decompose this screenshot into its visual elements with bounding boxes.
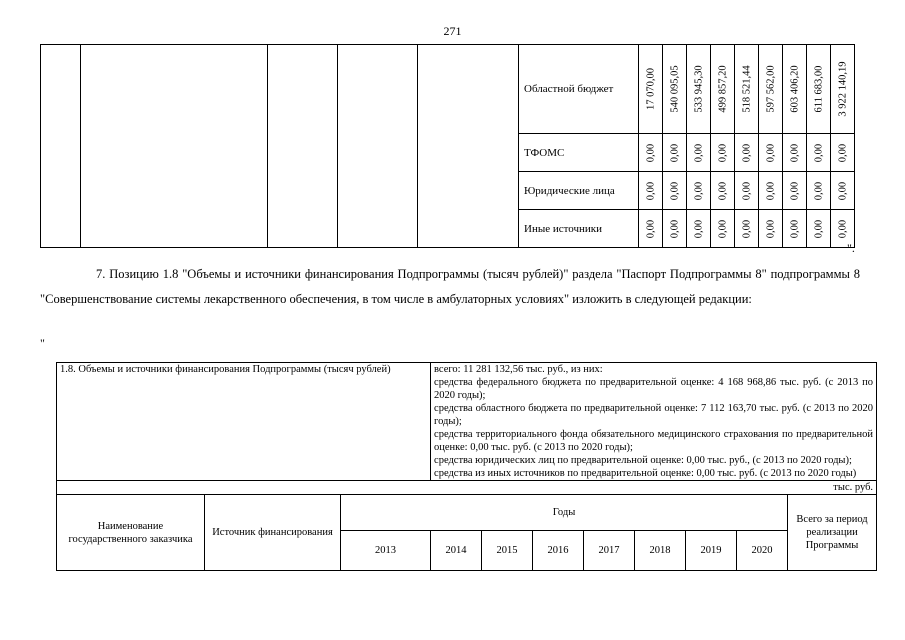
- value-cell: 0,00: [669, 181, 680, 200]
- empty-cell: [418, 45, 519, 248]
- unit-label: тыс. руб.: [57, 481, 877, 495]
- table-row: [41, 45, 855, 134]
- year-header: 2015: [482, 531, 533, 571]
- value-cell: 611 683,00: [813, 65, 824, 113]
- year-header: 2013: [341, 531, 431, 571]
- passport-line: средства из иных источников по предварительной оценке: 0,00 тыс. руб. (с 2013 по 2020 годы): [434, 468, 857, 479]
- value-cell: 499 857,20: [717, 65, 728, 113]
- year-header: 2018: [635, 531, 686, 571]
- value-cell: 0,00: [789, 181, 800, 200]
- value-cell: 0,00: [813, 143, 824, 162]
- year-header: 2019: [686, 531, 737, 571]
- value-cell: 0,00: [765, 219, 776, 238]
- value-cell: 0,00: [693, 181, 704, 200]
- value-cell: 0,00: [789, 143, 800, 162]
- value-cell: 0,00: [693, 219, 704, 238]
- empty-cell: [41, 45, 81, 248]
- closing-quote: ".: [847, 241, 855, 255]
- value-cell: 0,00: [717, 219, 728, 238]
- value-cell: 0,00: [741, 143, 752, 162]
- passport-line: средства федерального бюджета по предварительной оценке: 4 168 968,86 тыс. руб. (с 2013 по 2020 годы);: [434, 377, 874, 401]
- year-header: 2017: [584, 531, 635, 571]
- source-cell: Юридические лица: [519, 172, 639, 210]
- table-row: [57, 363, 877, 481]
- value-cell: 0,00: [669, 219, 680, 238]
- value-cell: 0,00: [765, 181, 776, 200]
- passport-table: [56, 362, 877, 571]
- page-number: 271: [443, 24, 462, 38]
- value-cell: 0,00: [717, 143, 728, 162]
- customer-header: Наименование государственного заказчика: [57, 495, 205, 571]
- paragraph-text: 7. Позицию 1.8 "Объемы и источники финансирования Подпрограммы (тысяч рублей)" раздела "Паспорт Подпрограммы 8" подпрограммы 8 "Совершенствование системы лекарственного обеспечения, в том числе в амбулаторных условиях" изложить в следующей редакции:: [40, 267, 860, 306]
- empty-cell: [81, 45, 268, 248]
- year-header: 2014: [431, 531, 482, 571]
- passport-label: 1.8. Объемы и источники финансирования Подпрограммы (тысяч рублей): [57, 363, 431, 481]
- value-cell: 540 095,05: [669, 65, 680, 113]
- value-cell: 0,00: [669, 143, 680, 162]
- passport-content: [431, 363, 877, 481]
- value-cell: 0,00: [717, 181, 728, 200]
- opening-quote: ": [40, 336, 45, 350]
- passport-line: средства юридических лиц по предварительной оценке: 0,00 тыс. руб., (с 2013 по 2020 годы);: [434, 455, 852, 466]
- year-header: 2016: [533, 531, 584, 571]
- value-cell: 0,00: [741, 219, 752, 238]
- value-cell: 0,00: [741, 181, 752, 200]
- value-cell: 0,00: [837, 219, 848, 238]
- table-row: [57, 481, 877, 495]
- funding-table-continued: [40, 44, 855, 248]
- value-cell: 0,00: [765, 143, 776, 162]
- value-cell: 533 945,30: [693, 65, 704, 113]
- value-cell: 3 922 140,19: [837, 61, 848, 117]
- value-cell: 597 562,00: [765, 65, 776, 113]
- value-cell: 0,00: [813, 219, 824, 238]
- value-cell: 0,00: [645, 143, 656, 162]
- table-row: [57, 495, 877, 531]
- value-cell: 17 070,00: [645, 68, 656, 110]
- passport-line: всего: 11 281 132,56 тыс. руб., из них:: [434, 364, 603, 375]
- empty-cell: [268, 45, 338, 248]
- source-cell: Областной бюджет: [519, 45, 639, 134]
- value-cell: 0,00: [837, 181, 848, 200]
- value-cell: 518 521,44: [741, 65, 752, 113]
- passport-line: средства областного бюджета по предварительной оценке: 7 112 163,70 тыс. руб. (с 2013 по 2020 годы);: [434, 403, 874, 427]
- total-header: Всего за период реализации Программы: [788, 495, 877, 571]
- empty-cell: [338, 45, 418, 248]
- value-cell: 0,00: [693, 143, 704, 162]
- value-cell: 0,00: [813, 181, 824, 200]
- value-cell: 0,00: [645, 181, 656, 200]
- years-header: Годы: [341, 495, 788, 531]
- source-cell: ТФОМС: [519, 134, 639, 172]
- source-cell: Иные источники: [519, 210, 639, 248]
- value-cell: 0,00: [645, 219, 656, 238]
- value-cell: 603 406,20: [789, 65, 800, 113]
- value-cell: 0,00: [837, 143, 848, 162]
- year-header: 2020: [737, 531, 788, 571]
- value-cell: 0,00: [789, 219, 800, 238]
- passport-line: средства территориального фонда обязательного медицинского страхования по предварительной оценке: 0,00 тыс. руб. (с 2013 по 2020 годы);: [434, 429, 874, 453]
- source-header: Источник финансирования: [205, 495, 341, 571]
- amendment-paragraph: [40, 262, 860, 312]
